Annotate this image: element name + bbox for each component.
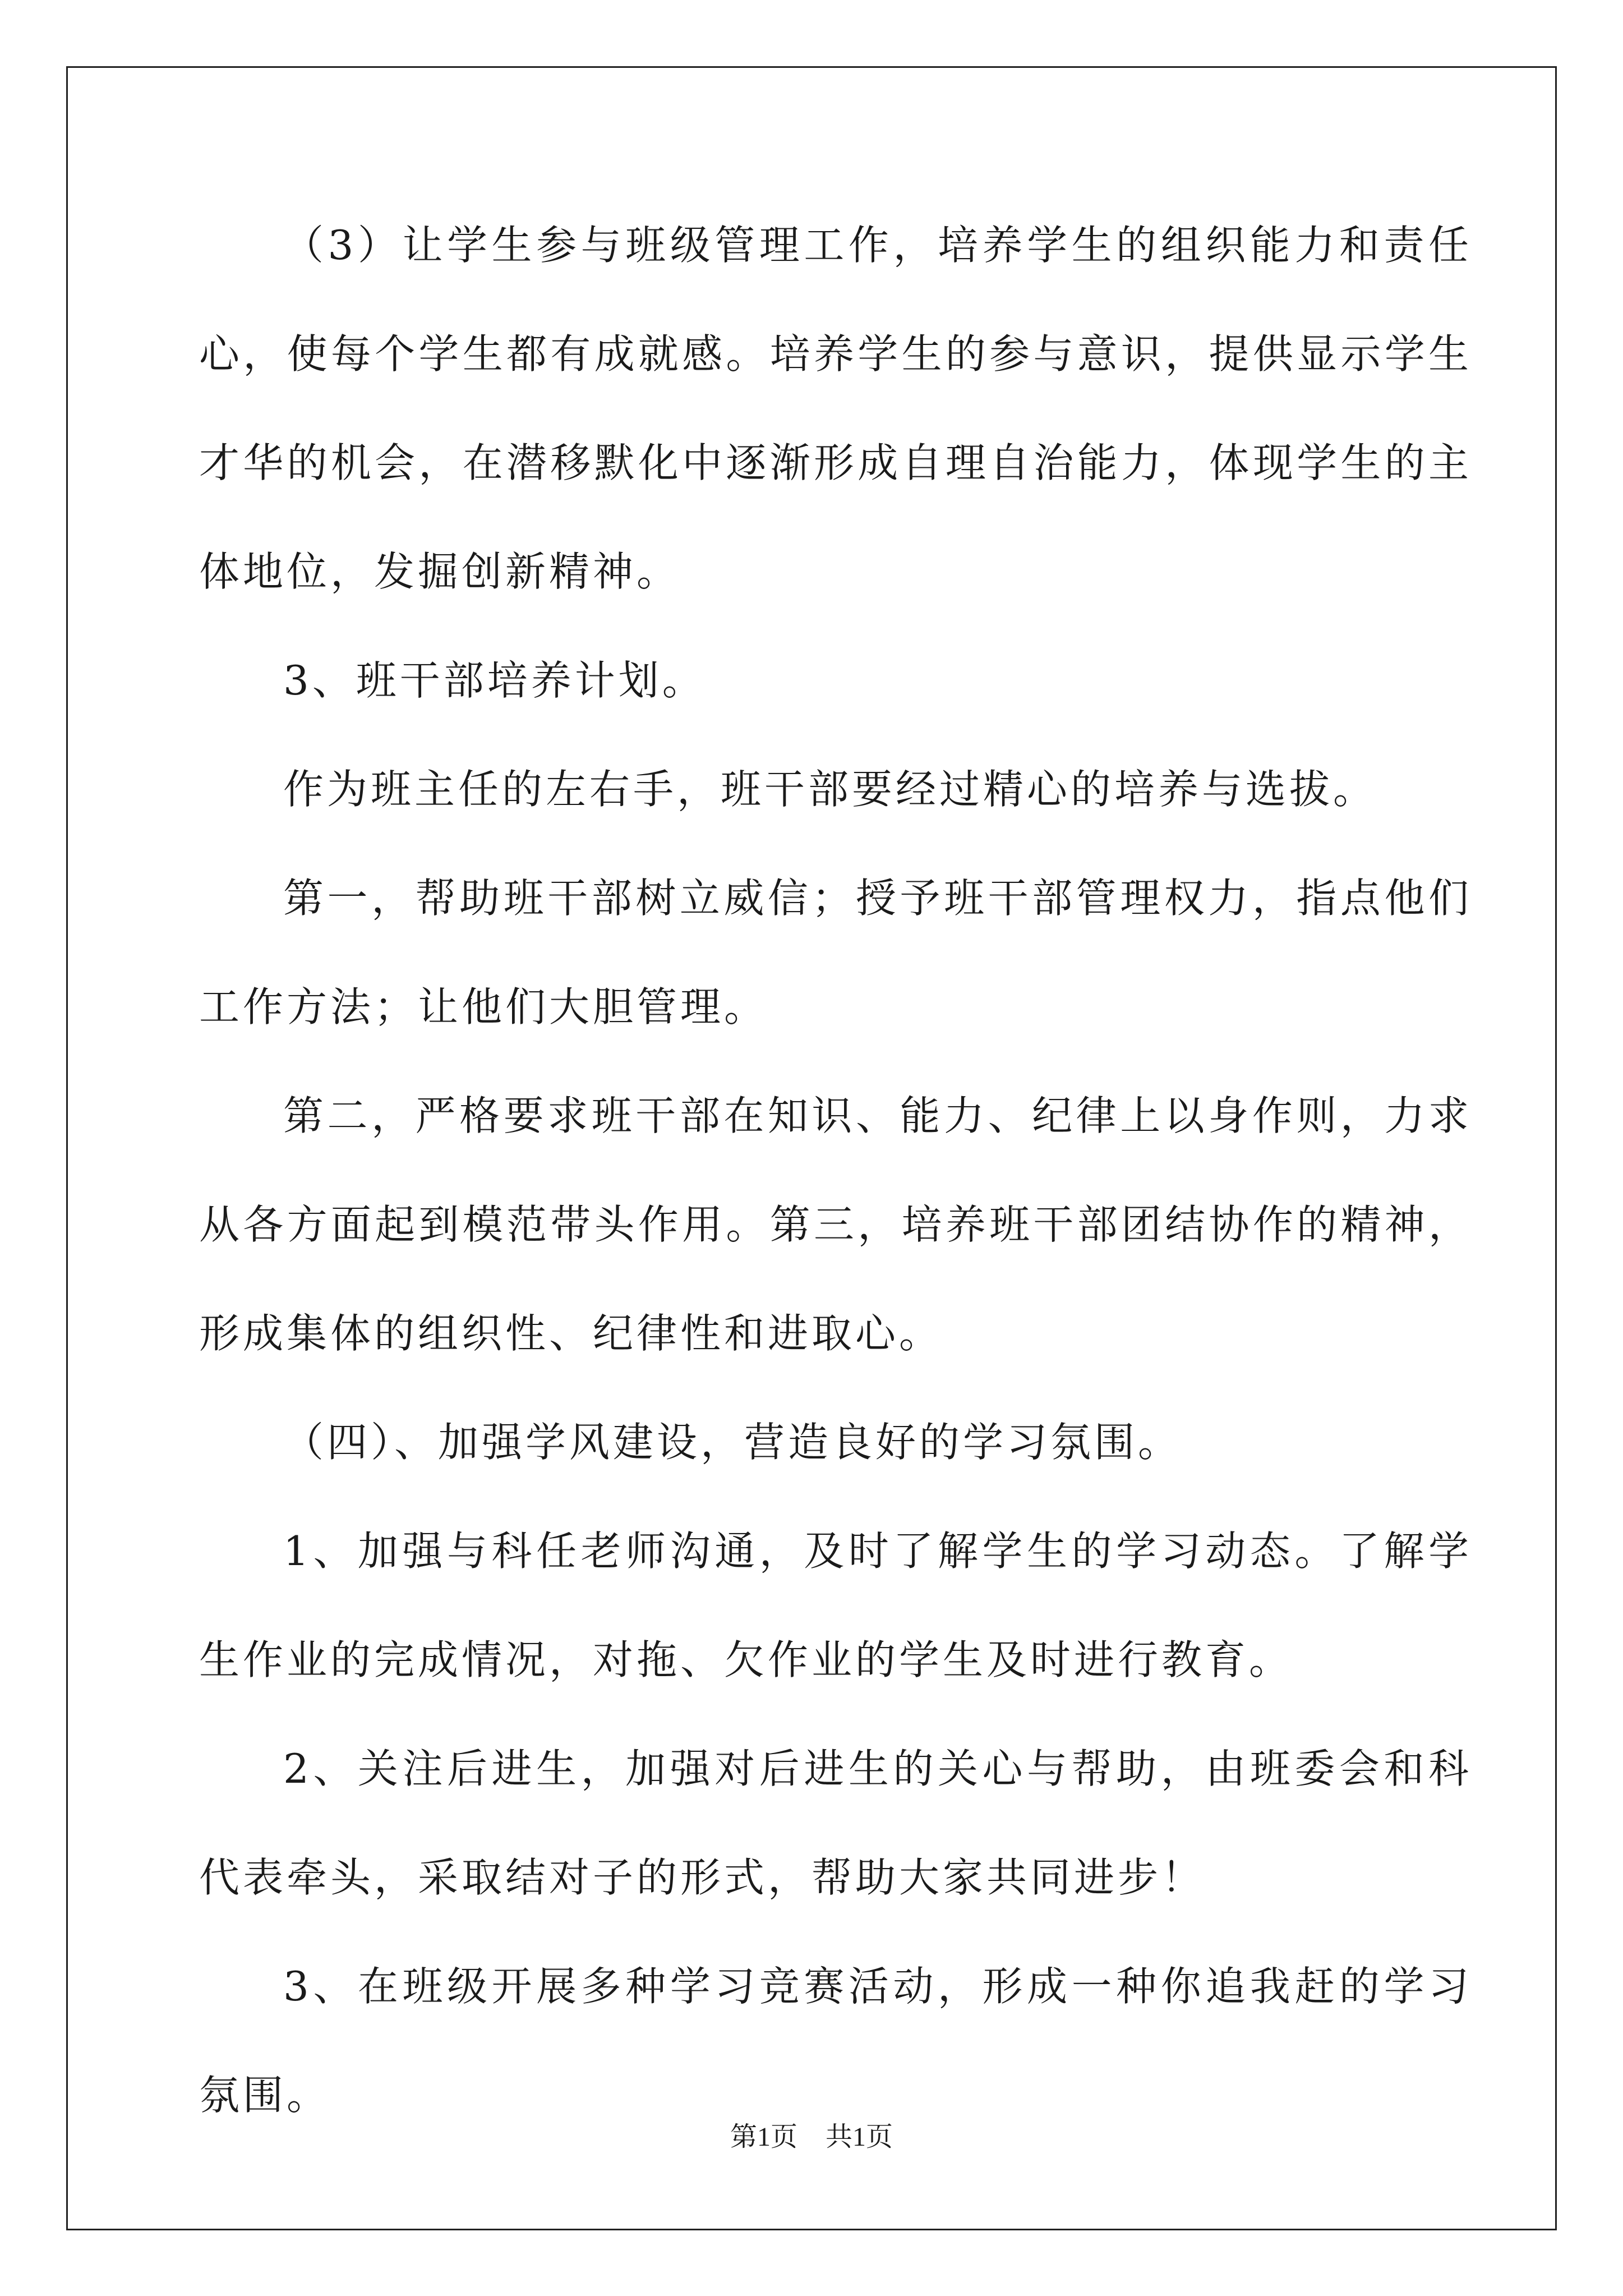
paragraph-student-management: （3）让学生参与班级管理工作，培养学生的组织能力和责任心，使每个学生都有成就感。培养学生的参与意识，提供显示学生才华的机会，在潜移默化中逐渐形成自理自治能力，体现学生的主体地位，发掘创新精神。 [199, 222, 1472, 595]
page-total: 共1页 [826, 2122, 893, 2152]
paragraph-struggling-students: 2、关注后进生，加强对后进生的关心与帮助，由班委会和科代表牵头，采取结对子的形式，帮助大家共同进步！ [199, 1745, 1472, 1901]
paragraph-section-four-heading: （四）、加强学风建设，营造良好的学习氛围。 [283, 1419, 1182, 1466]
paragraph-cadre-first: 第一，帮助班干部树立威信；授予班干部管理权力，指点他们工作方法；让他们大胆管理。 [199, 875, 1472, 1030]
paragraph-cadre-second-third: 第二，严格要求班干部在知识、能力、纪律上以身作则，力求从各方面起到模范带头作用。第三，培养班干部团结协作的精神，形成集体的组织性、纪律性和进取心。 [199, 1092, 1472, 1357]
page-number: 第1页 [730, 2122, 797, 2152]
paragraph-cadre-intro: 作为班主任的左右手，班干部要经过精心的培养与选拔。 [283, 766, 1377, 813]
paragraph-competitions: 3、在班级开展多种学习竞赛活动，形成一种你追我赶的学习氛围。 [199, 1963, 1472, 2119]
paragraph-teacher-communication: 1、加强与科任老师沟通，及时了解学生的学习动态。了解学生作业的完成情况，对拖、欠作业的学生及时进行教育。 [199, 1527, 1472, 1683]
document-body [199, 191, 1472, 2150]
paragraph-cadre-plan-heading: 3、班干部培养计划。 [283, 657, 706, 704]
page-footer [0, 2120, 1623, 2154]
